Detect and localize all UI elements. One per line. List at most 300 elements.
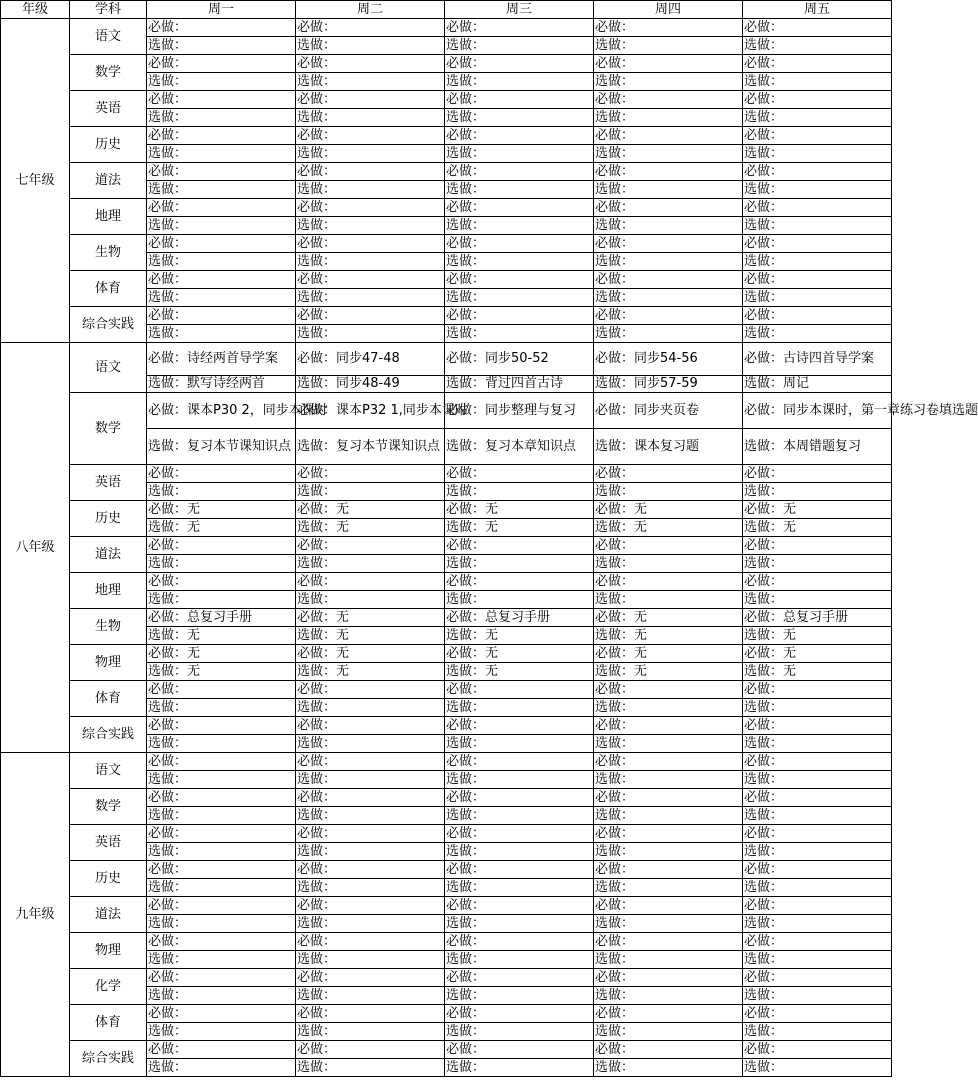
optional-cell[interactable]: 选做： — [743, 915, 892, 933]
optional-cell[interactable]: 选做： — [147, 73, 296, 91]
optional-cell[interactable]: 选做： — [147, 1059, 296, 1077]
must-do-cell[interactable]: 必做： — [296, 271, 445, 289]
optional-cell[interactable]: 选做： — [296, 591, 445, 609]
optional-cell[interactable]: 选做： — [743, 735, 892, 753]
table-row-must — [1, 609, 892, 627]
table-body — [1, 19, 978, 1077]
must-do-cell[interactable]: 必做： — [594, 1005, 743, 1023]
must-do-cell[interactable]: 必做：无 — [594, 609, 743, 627]
optional-cell[interactable]: 选做：复习本节课知识点 — [296, 429, 445, 465]
must-do-cell[interactable]: 必做： — [296, 1041, 445, 1059]
must-do-cell[interactable]: 必做： — [743, 537, 892, 555]
subject-label: 综合实践 — [70, 717, 147, 753]
optional-cell[interactable]: 选做： — [743, 951, 892, 969]
must-do-cell[interactable]: 必做： — [445, 271, 594, 289]
must-do-cell[interactable]: 必做：无 — [296, 645, 445, 663]
optional-cell[interactable]: 选做： — [445, 915, 594, 933]
optional-cell[interactable]: 选做： — [147, 181, 296, 199]
must-do-cell[interactable]: 必做： — [147, 271, 296, 289]
grade-label: 九年级 — [1, 753, 70, 1077]
grade-label: 七年级 — [1, 19, 70, 343]
must-do-cell[interactable]: 必做： — [594, 235, 743, 253]
optional-cell[interactable]: 选做： — [743, 37, 892, 55]
optional-cell[interactable]: 选做： — [445, 699, 594, 717]
must-do-cell[interactable]: 必做： — [594, 825, 743, 843]
must-do-cell[interactable]: 必做： — [445, 789, 594, 807]
must-do-cell[interactable]: 必做： — [743, 199, 892, 217]
optional-cell[interactable]: 选做：无 — [445, 627, 594, 645]
must-do-cell[interactable]: 必做：古诗四首导学案 — [743, 343, 892, 376]
optional-cell[interactable]: 选做： — [147, 591, 296, 609]
must-do-cell[interactable]: 必做： — [594, 199, 743, 217]
must-do-cell[interactable]: 必做： — [296, 465, 445, 483]
optional-cell[interactable]: 选做： — [296, 253, 445, 271]
must-do-cell[interactable]: 必做： — [296, 127, 445, 145]
must-do-cell[interactable]: 必做： — [147, 681, 296, 699]
must-do-cell[interactable]: 必做： — [445, 861, 594, 879]
optional-cell[interactable]: 选做： — [445, 1023, 594, 1041]
must-do-cell[interactable]: 必做： — [743, 681, 892, 699]
must-do-cell[interactable]: 必做： — [743, 163, 892, 181]
optional-cell[interactable]: 选做： — [594, 217, 743, 235]
optional-cell[interactable]: 选做：无 — [296, 663, 445, 681]
must-do-cell[interactable]: 必做： — [743, 91, 892, 109]
optional-cell[interactable]: 选做： — [296, 181, 445, 199]
optional-cell[interactable]: 选做： — [296, 73, 445, 91]
must-do-cell[interactable]: 必做： — [445, 1041, 594, 1059]
subject-label: 生物 — [70, 609, 147, 645]
must-do-cell[interactable]: 必做： — [296, 681, 445, 699]
optional-cell[interactable]: 选做： — [445, 951, 594, 969]
optional-cell[interactable]: 选做： — [594, 1059, 743, 1077]
table-row-must — [1, 393, 892, 429]
optional-cell[interactable]: 选做：无 — [743, 663, 892, 681]
must-do-cell[interactable]: 必做： — [445, 163, 594, 181]
must-do-cell[interactable]: 必做： — [743, 825, 892, 843]
optional-cell[interactable]: 选做： — [445, 325, 594, 343]
optional-cell[interactable]: 选做： — [594, 699, 743, 717]
optional-cell[interactable]: 选做： — [743, 987, 892, 1005]
must-do-cell[interactable]: 必做：无 — [594, 501, 743, 519]
must-do-cell[interactable]: 必做：同步54-56 — [594, 343, 743, 376]
optional-cell[interactable]: 选做： — [147, 253, 296, 271]
must-do-cell[interactable]: 必做： — [743, 897, 892, 915]
must-do-cell[interactable]: 必做： — [296, 91, 445, 109]
optional-cell[interactable]: 选做： — [445, 555, 594, 573]
optional-cell[interactable]: 选做： — [296, 37, 445, 55]
must-do-cell[interactable]: 必做： — [147, 825, 296, 843]
optional-cell[interactable]: 选做：本周错题复习 — [743, 429, 892, 465]
must-do-cell[interactable]: 必做：同步本课时，第一章练习卷填选题 — [743, 393, 892, 429]
must-do-cell[interactable]: 必做：总复习手册 — [445, 609, 594, 627]
must-do-cell[interactable]: 必做：总复习手册 — [147, 609, 296, 627]
optional-cell[interactable]: 选做： — [147, 879, 296, 897]
optional-cell[interactable]: 选做： — [594, 289, 743, 307]
must-do-cell[interactable]: 必做： — [445, 465, 594, 483]
optional-cell[interactable]: 选做：无 — [594, 663, 743, 681]
optional-cell[interactable]: 选做： — [147, 483, 296, 501]
must-do-cell[interactable]: 必做：无 — [147, 645, 296, 663]
must-do-cell[interactable]: 必做： — [594, 55, 743, 73]
must-do-cell[interactable]: 必做： — [296, 537, 445, 555]
optional-cell[interactable]: 选做： — [743, 1023, 892, 1041]
optional-cell[interactable]: 选做： — [445, 591, 594, 609]
optional-cell[interactable]: 选做： — [147, 843, 296, 861]
optional-cell[interactable]: 选做： — [594, 807, 743, 825]
optional-cell[interactable]: 选做： — [445, 1059, 594, 1077]
optional-cell[interactable]: 选做： — [296, 879, 445, 897]
must-do-cell[interactable]: 必做： — [594, 307, 743, 325]
must-do-cell[interactable]: 必做： — [445, 1005, 594, 1023]
must-do-cell[interactable]: 必做： — [743, 271, 892, 289]
table-row-must — [1, 753, 892, 771]
optional-cell[interactable]: 选做： — [296, 217, 445, 235]
optional-cell[interactable]: 选做： — [445, 217, 594, 235]
table-header — [1, 1, 892, 19]
optional-cell[interactable]: 选做： — [743, 591, 892, 609]
optional-cell[interactable]: 选做：周记 — [743, 376, 892, 393]
must-do-cell[interactable]: 必做：无 — [445, 645, 594, 663]
optional-cell[interactable]: 选做： — [594, 771, 743, 789]
must-do-cell[interactable]: 必做：总复习手册 — [743, 609, 892, 627]
optional-cell[interactable]: 选做： — [743, 289, 892, 307]
optional-cell[interactable]: 选做： — [594, 73, 743, 91]
must-do-cell[interactable]: 必做： — [296, 861, 445, 879]
must-do-cell[interactable]: 必做： — [445, 753, 594, 771]
optional-cell[interactable]: 选做： — [594, 483, 743, 501]
subject-label: 综合实践 — [70, 307, 147, 343]
must-do-cell[interactable]: 必做： — [296, 933, 445, 951]
optional-cell[interactable]: 选做： — [147, 735, 296, 753]
subject-label: 英语 — [70, 825, 147, 861]
must-do-cell[interactable]: 必做： — [445, 969, 594, 987]
subject-label: 历史 — [70, 127, 147, 163]
must-do-cell[interactable]: 必做： — [743, 753, 892, 771]
table-row-must — [1, 1005, 892, 1023]
must-do-cell[interactable]: 必做： — [296, 163, 445, 181]
must-do-cell[interactable]: 必做： — [594, 465, 743, 483]
optional-cell[interactable]: 选做： — [296, 771, 445, 789]
subject-label: 英语 — [70, 91, 147, 127]
optional-cell[interactable]: 选做：同步57-59 — [594, 376, 743, 393]
must-do-cell[interactable]: 必做： — [445, 235, 594, 253]
optional-cell[interactable]: 选做：无 — [594, 627, 743, 645]
optional-cell[interactable]: 选做： — [296, 735, 445, 753]
must-do-cell[interactable]: 必做：同步47-48 — [296, 343, 445, 376]
must-do-cell[interactable]: 必做： — [296, 55, 445, 73]
must-do-cell[interactable]: 必做： — [296, 573, 445, 591]
must-do-cell[interactable]: 必做： — [594, 789, 743, 807]
optional-cell[interactable]: 选做： — [296, 987, 445, 1005]
optional-cell[interactable]: 选做： — [147, 1023, 296, 1041]
optional-cell[interactable]: 选做： — [594, 109, 743, 127]
table-row-must — [1, 199, 892, 217]
must-do-cell[interactable]: 必做： — [147, 897, 296, 915]
optional-cell[interactable]: 选做： — [445, 771, 594, 789]
must-do-cell[interactable]: 必做： — [147, 127, 296, 145]
must-do-cell[interactable]: 必做： — [445, 681, 594, 699]
optional-cell[interactable]: 选做： — [594, 591, 743, 609]
table-row-must — [1, 933, 892, 951]
optional-cell[interactable]: 选做： — [445, 73, 594, 91]
must-do-cell[interactable]: 必做： — [743, 717, 892, 735]
must-do-cell[interactable]: 必做： — [147, 163, 296, 181]
must-do-cell[interactable]: 必做： — [147, 1041, 296, 1059]
optional-cell[interactable]: 选做：无 — [296, 519, 445, 537]
must-do-cell[interactable]: 必做： — [296, 717, 445, 735]
must-do-cell[interactable]: 必做： — [743, 861, 892, 879]
must-do-cell[interactable]: 必做：无 — [147, 501, 296, 519]
optional-cell[interactable]: 选做： — [147, 289, 296, 307]
must-do-cell[interactable]: 必做： — [743, 573, 892, 591]
optional-cell[interactable]: 选做： — [296, 145, 445, 163]
must-do-cell[interactable]: 必做： — [743, 307, 892, 325]
must-do-cell[interactable]: 必做： — [594, 681, 743, 699]
optional-cell[interactable]: 选做： — [743, 843, 892, 861]
must-do-cell[interactable]: 必做： — [445, 19, 594, 37]
must-do-cell[interactable]: 必做： — [147, 1005, 296, 1023]
optional-cell[interactable]: 选做： — [296, 699, 445, 717]
optional-cell[interactable]: 选做：复习本节课知识点 — [147, 429, 296, 465]
optional-cell[interactable]: 选做：无 — [445, 519, 594, 537]
must-do-cell[interactable]: 必做： — [445, 127, 594, 145]
must-do-cell[interactable]: 必做： — [296, 1005, 445, 1023]
must-do-cell[interactable]: 必做：诗经两首导学案 — [147, 343, 296, 376]
optional-cell[interactable]: 选做：无 — [147, 627, 296, 645]
must-do-cell[interactable]: 必做： — [594, 969, 743, 987]
optional-cell[interactable]: 选做：无 — [743, 519, 892, 537]
must-do-cell[interactable]: 必做： — [147, 91, 296, 109]
must-do-cell[interactable]: 必做： — [147, 199, 296, 217]
must-do-cell[interactable]: 必做： — [445, 897, 594, 915]
optional-cell[interactable]: 选做： — [743, 181, 892, 199]
must-do-cell[interactable]: 必做： — [147, 573, 296, 591]
optional-cell[interactable]: 选做： — [296, 289, 445, 307]
must-do-cell[interactable]: 必做： — [743, 1005, 892, 1023]
must-do-cell[interactable]: 必做： — [594, 753, 743, 771]
optional-cell[interactable]: 选做： — [445, 483, 594, 501]
must-do-cell[interactable]: 必做： — [743, 235, 892, 253]
must-do-cell[interactable]: 必做： — [594, 717, 743, 735]
optional-cell[interactable]: 选做： — [594, 181, 743, 199]
optional-cell[interactable]: 选做：无 — [445, 663, 594, 681]
must-do-cell[interactable]: 必做： — [296, 199, 445, 217]
must-do-cell[interactable]: 必做： — [743, 55, 892, 73]
must-do-cell[interactable]: 必做：课本P30 2，同步本课时 — [147, 393, 296, 429]
must-do-cell[interactable]: 必做： — [743, 969, 892, 987]
must-do-cell[interactable]: 必做：同步夹页卷 — [594, 393, 743, 429]
must-do-cell[interactable]: 必做： — [147, 537, 296, 555]
must-do-cell[interactable]: 必做： — [147, 933, 296, 951]
must-do-cell[interactable]: 必做： — [743, 789, 892, 807]
must-do-cell[interactable]: 必做： — [296, 235, 445, 253]
optional-cell[interactable]: 选做： — [743, 1059, 892, 1077]
optional-cell[interactable]: 选做： — [743, 217, 892, 235]
must-do-cell[interactable]: 必做： — [445, 91, 594, 109]
must-do-cell[interactable]: 必做：无 — [445, 501, 594, 519]
optional-cell[interactable]: 选做： — [147, 771, 296, 789]
optional-cell[interactable]: 选做： — [594, 915, 743, 933]
optional-cell[interactable]: 选做： — [296, 483, 445, 501]
optional-cell[interactable]: 选做： — [445, 253, 594, 271]
must-do-cell[interactable]: 必做：课本P32 1,同步本课时 — [296, 393, 445, 429]
optional-cell[interactable]: 选做： — [594, 879, 743, 897]
optional-cell[interactable]: 选做： — [296, 555, 445, 573]
optional-cell[interactable]: 选做： — [594, 987, 743, 1005]
optional-cell[interactable]: 选做：背过四首古诗 — [445, 376, 594, 393]
optional-cell[interactable]: 选做： — [445, 987, 594, 1005]
must-do-cell[interactable]: 必做： — [296, 753, 445, 771]
must-do-cell[interactable]: 必做： — [594, 897, 743, 915]
optional-cell[interactable]: 选做： — [445, 145, 594, 163]
optional-cell[interactable]: 选做： — [147, 915, 296, 933]
optional-cell[interactable]: 选做： — [594, 843, 743, 861]
optional-cell[interactable]: 选做： — [743, 807, 892, 825]
must-do-cell[interactable]: 必做： — [296, 307, 445, 325]
optional-cell[interactable]: 选做： — [594, 555, 743, 573]
optional-cell[interactable]: 选做： — [147, 699, 296, 717]
optional-cell[interactable]: 选做：课本复习题 — [594, 429, 743, 465]
must-do-cell[interactable]: 必做：同步50-52 — [445, 343, 594, 376]
optional-cell[interactable]: 选做： — [147, 217, 296, 235]
must-do-cell[interactable]: 必做： — [296, 897, 445, 915]
table-row-must — [1, 861, 892, 879]
must-do-cell[interactable]: 必做： — [445, 537, 594, 555]
must-do-cell[interactable]: 必做： — [147, 19, 296, 37]
must-do-cell[interactable]: 必做：同步整理与复习 — [445, 393, 594, 429]
subject-label: 语文 — [70, 19, 147, 55]
optional-cell[interactable]: 选做： — [296, 951, 445, 969]
must-do-cell[interactable]: 必做： — [445, 933, 594, 951]
optional-cell[interactable]: 选做：同步48-49 — [296, 376, 445, 393]
must-do-cell[interactable]: 必做：无 — [296, 501, 445, 519]
optional-cell[interactable]: 选做： — [147, 37, 296, 55]
optional-cell[interactable]: 选做： — [147, 109, 296, 127]
optional-cell[interactable]: 选做： — [296, 807, 445, 825]
subject-label: 数学 — [70, 789, 147, 825]
must-do-cell[interactable]: 必做： — [743, 127, 892, 145]
optional-cell[interactable]: 选做： — [743, 145, 892, 163]
optional-cell[interactable]: 选做：默写诗经两首 — [147, 376, 296, 393]
subject-label: 语文 — [70, 343, 147, 393]
must-do-cell[interactable]: 必做： — [147, 307, 296, 325]
optional-cell[interactable]: 选做： — [445, 289, 594, 307]
optional-cell[interactable]: 选做：无 — [296, 627, 445, 645]
optional-cell[interactable]: 选做：无 — [147, 663, 296, 681]
must-do-cell[interactable]: 必做： — [594, 127, 743, 145]
must-do-cell[interactable]: 必做： — [445, 199, 594, 217]
must-do-cell[interactable]: 必做： — [296, 789, 445, 807]
optional-cell[interactable]: 选做： — [594, 145, 743, 163]
must-do-cell[interactable]: 必做： — [743, 1041, 892, 1059]
must-do-cell[interactable]: 必做： — [147, 969, 296, 987]
optional-cell[interactable]: 选做： — [147, 325, 296, 343]
optional-cell[interactable]: 选做： — [296, 915, 445, 933]
optional-cell[interactable]: 选做： — [147, 987, 296, 1005]
must-do-cell[interactable]: 必做： — [147, 861, 296, 879]
must-do-cell[interactable]: 必做： — [147, 465, 296, 483]
optional-cell[interactable]: 选做： — [296, 325, 445, 343]
optional-cell[interactable]: 选做： — [743, 555, 892, 573]
must-do-cell[interactable]: 必做： — [594, 271, 743, 289]
must-do-cell[interactable]: 必做： — [296, 19, 445, 37]
must-do-cell[interactable]: 必做： — [743, 933, 892, 951]
optional-cell[interactable]: 选做： — [445, 879, 594, 897]
must-do-cell[interactable]: 必做： — [743, 465, 892, 483]
must-do-cell[interactable]: 必做： — [445, 825, 594, 843]
must-do-cell[interactable]: 必做： — [445, 573, 594, 591]
optional-cell[interactable]: 选做：无 — [147, 519, 296, 537]
must-do-cell[interactable]: 必做： — [594, 19, 743, 37]
optional-cell[interactable]: 选做：复习本章知识点 — [445, 429, 594, 465]
optional-cell[interactable]: 选做：无 — [743, 627, 892, 645]
optional-cell[interactable]: 选做： — [296, 109, 445, 127]
optional-cell[interactable]: 选做： — [594, 951, 743, 969]
optional-cell[interactable]: 选做： — [594, 37, 743, 55]
must-do-cell[interactable]: 必做：无 — [296, 609, 445, 627]
must-do-cell[interactable]: 必做： — [147, 235, 296, 253]
optional-cell[interactable]: 选做： — [743, 325, 892, 343]
must-do-cell[interactable]: 必做： — [594, 933, 743, 951]
must-do-cell[interactable]: 必做： — [594, 537, 743, 555]
must-do-cell[interactable]: 必做：无 — [743, 645, 892, 663]
must-do-cell[interactable]: 必做： — [594, 163, 743, 181]
optional-cell[interactable]: 选做： — [445, 181, 594, 199]
must-do-cell[interactable]: 必做： — [594, 861, 743, 879]
optional-cell[interactable]: 选做：无 — [594, 519, 743, 537]
must-do-cell[interactable]: 必做： — [445, 307, 594, 325]
optional-cell[interactable]: 选做： — [594, 735, 743, 753]
must-do-cell[interactable]: 必做： — [445, 55, 594, 73]
optional-cell[interactable]: 选做： — [743, 483, 892, 501]
optional-cell[interactable]: 选做： — [147, 807, 296, 825]
optional-cell[interactable]: 选做： — [743, 109, 892, 127]
optional-cell[interactable]: 选做： — [743, 699, 892, 717]
optional-cell[interactable]: 选做： — [445, 109, 594, 127]
optional-cell[interactable]: 选做： — [296, 1023, 445, 1041]
optional-cell[interactable]: 选做： — [445, 735, 594, 753]
must-do-cell[interactable]: 必做： — [296, 969, 445, 987]
optional-cell[interactable]: 选做： — [743, 73, 892, 91]
optional-cell[interactable]: 选做： — [743, 253, 892, 271]
optional-cell[interactable]: 选做： — [147, 145, 296, 163]
optional-cell[interactable]: 选做： — [594, 253, 743, 271]
must-do-cell[interactable]: 必做：无 — [594, 645, 743, 663]
optional-cell[interactable]: 选做： — [594, 1023, 743, 1041]
must-do-cell[interactable]: 必做： — [594, 573, 743, 591]
optional-cell[interactable]: 选做： — [445, 37, 594, 55]
must-do-cell[interactable]: 必做： — [147, 789, 296, 807]
must-do-cell[interactable]: 必做： — [743, 19, 892, 37]
optional-cell[interactable]: 选做： — [296, 1059, 445, 1077]
must-do-cell[interactable]: 必做： — [147, 753, 296, 771]
must-do-cell[interactable]: 必做： — [445, 717, 594, 735]
must-do-cell[interactable]: 必做：无 — [743, 501, 892, 519]
optional-cell[interactable]: 选做： — [296, 843, 445, 861]
optional-cell[interactable]: 选做： — [743, 879, 892, 897]
optional-cell[interactable]: 选做： — [445, 807, 594, 825]
optional-cell[interactable]: 选做： — [147, 951, 296, 969]
optional-cell[interactable]: 选做： — [147, 555, 296, 573]
must-do-cell[interactable]: 必做： — [296, 825, 445, 843]
must-do-cell[interactable]: 必做： — [147, 717, 296, 735]
optional-cell[interactable]: 选做： — [445, 843, 594, 861]
must-do-cell[interactable]: 必做： — [594, 91, 743, 109]
optional-cell[interactable]: 选做： — [594, 325, 743, 343]
optional-cell[interactable]: 选做： — [743, 771, 892, 789]
must-do-cell[interactable]: 必做： — [594, 1041, 743, 1059]
must-do-cell[interactable]: 必做： — [147, 55, 296, 73]
